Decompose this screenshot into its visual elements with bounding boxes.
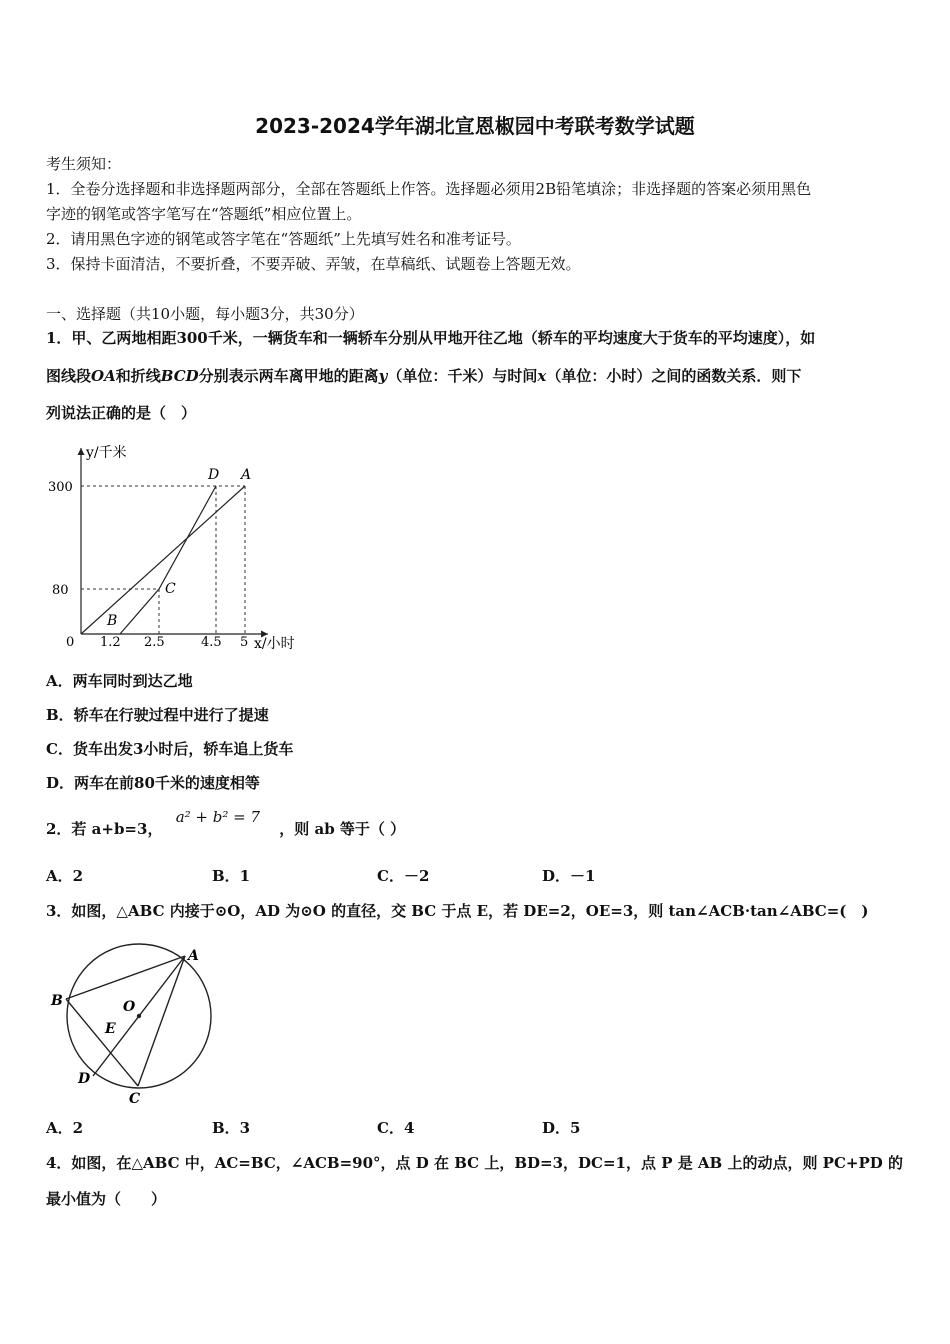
section-heading: 一、选择题（共10小题，每小题3分，共30分）	[46, 305, 364, 323]
x-tick-2-5: 2.5	[144, 635, 165, 650]
label-e: E	[105, 1021, 116, 1037]
center-dot	[137, 1014, 141, 1018]
q1-option-d[interactable]: D．两车在前80千米的速度相等	[46, 774, 260, 792]
q1-distance-time-graph	[40, 438, 320, 658]
q2-formula: a² + b² = 7	[175, 808, 261, 826]
q1-var-x: x	[537, 367, 547, 385]
y-tick-300: 300	[48, 480, 73, 495]
label-c: C	[129, 1091, 141, 1107]
notice-heading: 考生须知：	[46, 155, 122, 173]
q3-option-a[interactable]: A．2	[46, 1119, 84, 1137]
q1-var-oa: OA	[91, 367, 116, 385]
q1-option-a[interactable]: A．两车同时到达乙地	[46, 672, 193, 690]
q3-option-c[interactable]: C．4	[377, 1119, 415, 1137]
q3-option-b[interactable]: B．3	[212, 1119, 251, 1137]
y-axis-label: y/千米	[86, 445, 127, 461]
notice-line-3: 2．请用黑色字迹的钢笔或答字笔在“答题纸”上先填写姓名和准考证号。	[46, 230, 521, 248]
q3-circle-figure	[44, 940, 224, 1110]
q2-option-a[interactable]: A．2	[46, 867, 84, 885]
notice-line-4: 3．保持卡面清洁，不要折叠，不要弄破、弄皱，在草稿纸、试题卷上答题无效。	[46, 255, 581, 273]
x-tick-4-5: 4.5	[201, 635, 222, 650]
notice-line-2: 字迹的钢笔或答字笔写在“答题纸”相应位置上。	[46, 205, 362, 223]
q3-option-d[interactable]: D．5	[542, 1119, 581, 1137]
point-label-d: D	[208, 467, 220, 483]
q1-text: （单位：小时）之间的函数关系．则下	[546, 367, 802, 385]
q2-option-c[interactable]: C．－2	[377, 867, 430, 885]
x-tick-5: 5	[240, 635, 249, 650]
chord-ab	[66, 956, 185, 999]
origin-label: 0	[66, 635, 75, 650]
x-tick-1-2: 1.2	[100, 635, 121, 650]
q1-option-c[interactable]: C．货车出发3小时后，轿车追上货车	[46, 740, 294, 758]
q1-text: （单位：千米）与时间	[387, 367, 538, 385]
q1-text: 和折线	[115, 367, 161, 385]
q1-var-y: y	[378, 367, 388, 385]
q2-option-b[interactable]: B．1	[212, 867, 251, 885]
q1-text: 图线段	[46, 367, 92, 385]
label-d: D	[78, 1071, 91, 1087]
q3-stem: 3．如图，△ABC 内接于⊙O，AD 为⊙O 的直径，交 BC 于点 E，若 DE=2，OE=3，则 tan∠ACB·tan∠ABC=( )	[46, 902, 869, 920]
q2-text-post: ，则 ab 等于（ ）	[279, 820, 406, 838]
label-o: O	[123, 999, 136, 1015]
q4-line-1: 4．如图，在△ABC 中，AC=BC，∠ACB=90°，点 D 在 BC 上，BD=3，DC=1，点 P 是 AB 上的动点，则 PC+PD 的	[46, 1154, 903, 1172]
point-label-b: B	[107, 613, 118, 629]
notice-line-1: 1．全卷分选择题和非选择题两部分，全部在答题纸上作答。选择题必须用2B铅笔填涂；非选择题的答案必须用黑色	[46, 180, 812, 198]
q2-stem	[46, 808, 406, 839]
q1-text: 分别表示两车离甲地的距离	[198, 367, 379, 385]
point-label-c: C	[165, 581, 176, 597]
q4-line-2: 最小值为（ ）	[46, 1190, 167, 1208]
polyline-bcd	[120, 486, 216, 634]
q1-option-b[interactable]: B．轿车在行驶过程中进行了提速	[46, 706, 269, 724]
q1-line-3: 列说法正确的是（ ）	[46, 404, 197, 422]
label-b: B	[51, 993, 63, 1009]
page-title: 2023-2024学年湖北宣恩椒园中考联考数学试题	[255, 114, 695, 138]
y-tick-80: 80	[52, 583, 69, 598]
q1-line-2	[46, 365, 801, 386]
label-a: A	[188, 948, 199, 964]
q2-text-pre: 2．若 a+b=3，	[46, 820, 163, 838]
segment-oa	[81, 486, 245, 634]
x-axis-label: x/小时	[254, 636, 295, 652]
q1-var-bcd: BCD	[160, 367, 199, 385]
q2-option-d[interactable]: D．－1	[542, 867, 596, 885]
chord-ac	[138, 956, 185, 1086]
point-label-a: A	[241, 467, 252, 483]
q1-line-1: 1．甲、乙两地相距300千米，一辆货车和一辆轿车分别从甲地开往乙地（轿车的平均速度大于货车的平均速度），如	[46, 329, 816, 347]
